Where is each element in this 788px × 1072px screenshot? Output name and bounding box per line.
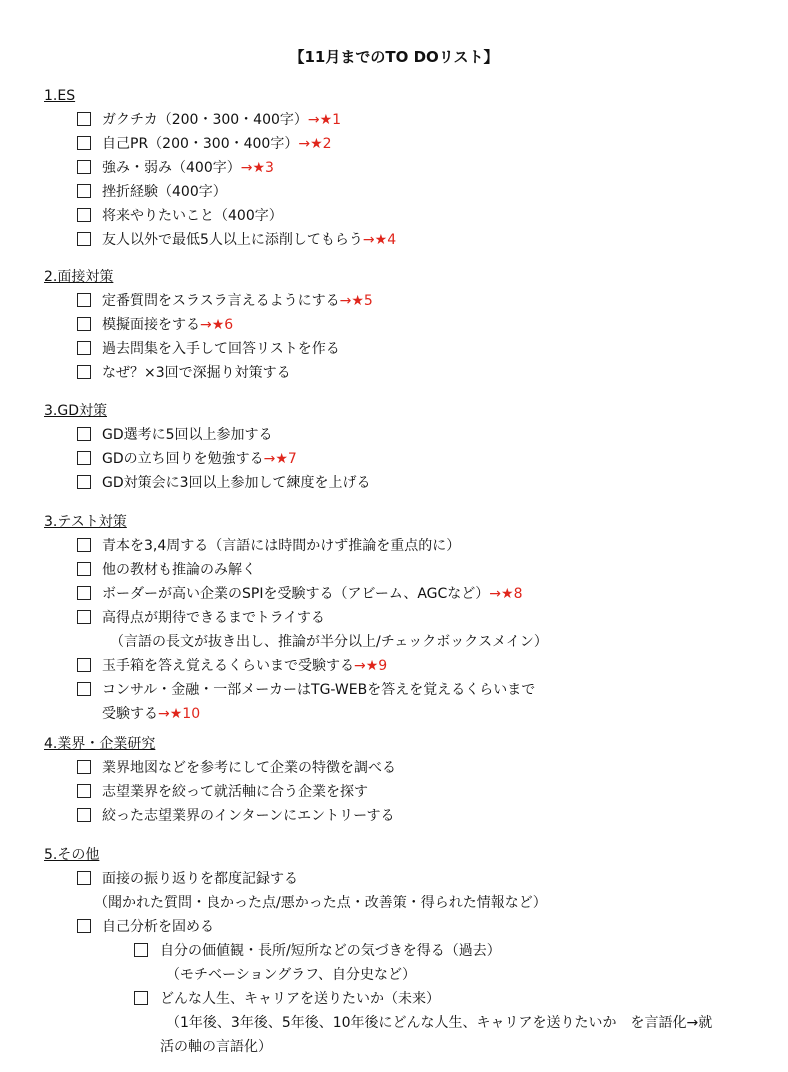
section-es — [44, 86, 396, 254]
star-mark: →★6 — [200, 317, 234, 333]
checkbox[interactable] — [77, 208, 91, 222]
checkbox[interactable] — [77, 293, 91, 307]
checklist-item: GD選考に5回以上参加する — [44, 425, 371, 449]
checklist-item: 高得点が期待できるまでトライする — [44, 608, 548, 632]
checklist-subitem: 自分の価値観・長所/短所などの気づきを得る（過去） — [44, 941, 712, 965]
checklist-item: 模擬面接をする→★6 — [44, 315, 373, 339]
checkbox[interactable] — [77, 232, 91, 246]
star-mark: →★9 — [354, 658, 388, 674]
checkbox[interactable] — [77, 808, 91, 822]
checkbox[interactable] — [77, 451, 91, 465]
checklist-item: 自己PR（200・300・400字）→★2 — [44, 134, 396, 158]
star-mark: →★1 — [307, 112, 342, 128]
checkbox[interactable] — [134, 943, 148, 957]
page-title: 【11月までのTO DOリスト】 — [289, 48, 499, 66]
section-title: 5.その他 — [44, 847, 100, 863]
checklist-item: 玉手箱を答え覚えるくらいまで受験する→★9 — [44, 656, 548, 680]
checklist-item: 友人以外で最低5人以上に添削してもらう→★4 — [44, 230, 396, 254]
star-mark: →★7 — [263, 451, 297, 467]
checklist-item: 他の教材も推論のみ解く — [44, 560, 548, 584]
checklist-item: GDの立ち回りを勉強する→★7 — [44, 449, 371, 473]
checklist-item: 業界地図などを参考にして企業の特徴を調べる — [44, 758, 396, 782]
checkbox[interactable] — [77, 562, 91, 576]
section-title: 4.業界・企業研究 — [44, 736, 156, 752]
checklist-item: 絞った志望業界のインターンにエントリーする — [44, 806, 396, 830]
item-note: （モチベーショングラフ、自分史など） — [166, 967, 417, 983]
star-mark: →★10 — [158, 706, 201, 722]
star-mark: →★2 — [298, 136, 332, 152]
star-mark: →★5 — [339, 293, 373, 309]
checkbox[interactable] — [77, 610, 91, 624]
section-title: 3.GD対策 — [44, 403, 107, 419]
checkbox[interactable] — [77, 341, 91, 355]
checklist-item: なぜ？×3回で深掘り対策する — [44, 363, 373, 387]
checkbox[interactable] — [77, 365, 91, 379]
section-test — [44, 512, 548, 728]
item-note: （1年後、3年後、5年後、10年後にどんな人生、キャリアを送りたいか を言語化→就 — [166, 1015, 713, 1031]
checklist-item: ボーダーが高い企業のSPIを受験する（アビーム、AGCなど）→★8 — [44, 584, 548, 608]
checklist-item: 面接の振り返りを都度記録する — [44, 869, 712, 893]
section-gd — [44, 401, 371, 497]
checklist-item: コンサル・金融・一部メーカーはTG-WEBを答えを覚えるくらいまで — [44, 680, 548, 704]
section-title: 1.ES — [44, 88, 76, 104]
checkbox[interactable] — [77, 871, 91, 885]
star-mark: →★3 — [240, 160, 274, 176]
item-note: 活の軸の言語化） — [160, 1039, 272, 1055]
section-title: 3.テスト対策 — [44, 514, 127, 530]
section-industry — [44, 734, 396, 830]
checkbox[interactable] — [77, 136, 91, 150]
checkbox[interactable] — [77, 658, 91, 672]
checkbox[interactable] — [77, 919, 91, 933]
checkbox[interactable] — [77, 586, 91, 600]
checklist-item: 自己分析を固める — [44, 917, 712, 941]
checkbox[interactable] — [77, 682, 91, 696]
checkbox[interactable] — [77, 784, 91, 798]
item-note: （聞かれた質問・良かった点/悪かった点・改善策・得られた情報など） — [94, 895, 547, 911]
section-interview — [44, 267, 373, 387]
star-mark: →★4 — [362, 232, 397, 248]
checklist-item: 過去問集を入手して回答リストを作る — [44, 339, 373, 363]
checkbox[interactable] — [77, 184, 91, 198]
checklist-item: 志望業界を絞って就活軸に合う企業を探す — [44, 782, 396, 806]
checkbox[interactable] — [77, 538, 91, 552]
checklist-item: 定番質問をスラスラ言えるようにする→★5 — [44, 291, 373, 315]
checkbox[interactable] — [77, 475, 91, 489]
checklist-item: 将来やりたいこと（400字） — [44, 206, 396, 230]
checklist-subitem: どんな人生、キャリアを送りたいか（未来） — [44, 989, 712, 1013]
checkbox[interactable] — [77, 427, 91, 441]
item-note: （言語の長文が抜き出し、推論が半分以上/チェックボックスメイン） — [110, 634, 548, 650]
checklist-item: 強み・弱み（400字）→★3 — [44, 158, 396, 182]
section-other — [44, 845, 712, 1061]
checklist-item: 挫折経験（400字） — [44, 182, 396, 206]
checkbox[interactable] — [77, 160, 91, 174]
checkbox[interactable] — [134, 991, 148, 1005]
item-continuation: 受験する→★10 — [102, 706, 201, 722]
checklist-item: GD対策会に3回以上参加して練度を上げる — [44, 473, 371, 497]
star-mark: →★8 — [489, 586, 523, 602]
checklist-item: 青本を3,4周する（言語には時間かけず推論を重点的に） — [44, 536, 548, 560]
checkbox[interactable] — [77, 317, 91, 331]
section-title: 2.面接対策 — [44, 269, 114, 285]
checkbox[interactable] — [77, 760, 91, 774]
checkbox[interactable] — [77, 112, 91, 126]
checklist-item: ガクチカ（200・300・400字）→★1 — [44, 110, 396, 134]
